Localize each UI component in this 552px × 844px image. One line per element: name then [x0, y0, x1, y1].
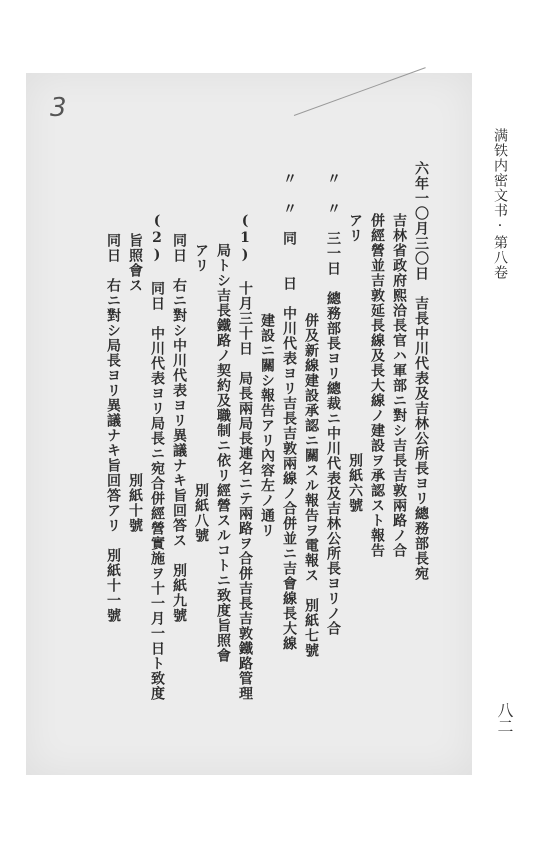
text-column: 併及新線建設承認ニ關スル報告ヲ電報ス 別紙七號 — [303, 313, 319, 658]
text-column: 局トシ吉長鐵路ノ契約及職制ニ依リ經營スルコトニ致度旨照會 — [215, 243, 231, 663]
document-scan — [26, 73, 472, 775]
text-column: (1) 十月三十日 局長兩局長連名ニテ兩路ヲ合併吉長吉敦鐵路管理 — [237, 213, 253, 701]
text-column: 〃 〃 三一日 總務部長ヨリ總裁ニ中川代表及吉林公所長ヨリノ合 — [325, 171, 341, 636]
text-column: 旨照會ス 別紙十號 — [127, 233, 143, 533]
text-column: 同日 右ニ對シ中川代表ヨリ異議ナキ旨回答ス 別紙九號 — [171, 233, 187, 623]
text-column: アリ 別紙六號 — [347, 213, 363, 513]
volume-title: 满铁内密文书·第八卷 — [492, 128, 508, 280]
handwritten-mark: 3 — [50, 93, 67, 123]
text-column: 吉林省政府熙洽長官ハ軍部ニ對シ吉長吉敦兩路ノ合 — [391, 213, 407, 558]
text-column: 六年一〇月三〇日 吉長中川代表及吉林公所長ヨリ總務部長宛 — [413, 161, 429, 581]
text-column: 〃 〃 同 日 中川代表ヨリ吉長吉敦兩線ノ合併並ニ吉會線長大線 — [281, 171, 297, 651]
text-column: アリ 別紙八號 — [193, 243, 209, 543]
pen-stroke — [294, 67, 426, 116]
text-column: 同日 右ニ對シ局長ヨリ異議ナキ旨回答アリ 別紙十一號 — [105, 233, 121, 623]
page-number: 八二 — [495, 702, 514, 734]
text-column: 併經營並吉敦延長線及長大線ノ建設ヲ承認スト報告 — [369, 213, 385, 558]
text-column: 建設ニ關シ報告アリ內容左ノ通リ — [259, 313, 275, 538]
text-column: (2) 同日 中川代表ヨリ局長ニ宛合併經營實施ヲ十一月一日ト致度 — [149, 213, 165, 701]
